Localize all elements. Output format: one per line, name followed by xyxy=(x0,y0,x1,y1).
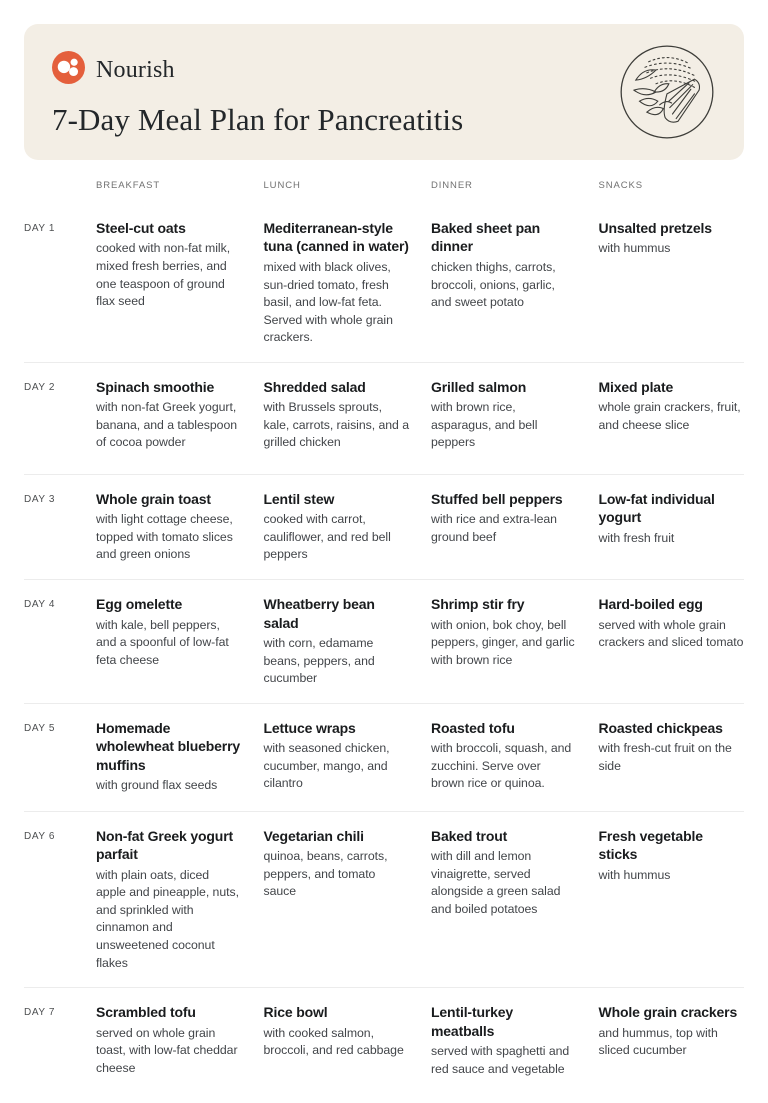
meal-cell-breakfast xyxy=(96,1003,242,1077)
day-label: DAY 3 xyxy=(24,493,55,505)
meal-description: cooked with non-fat milk, mixed fresh berries, and one teaspoon of ground flax seed xyxy=(96,241,231,309)
meal-title: Grilled salmon xyxy=(431,378,527,395)
header-banner xyxy=(24,24,744,160)
day-label: DAY 1 xyxy=(24,223,55,234)
meal-description: cooked with carrot, cauliflower, and red bell peppers xyxy=(263,512,391,562)
meal-description: with seasoned chicken, cucumber, mango, and cilantro xyxy=(263,741,390,791)
day-label: DAY 2 xyxy=(24,381,55,393)
meal-plan-row-day-1 xyxy=(24,204,744,362)
column-header-breakfast: BREAKFAST xyxy=(96,180,161,191)
meal-title: Unsalted pretzels xyxy=(598,220,712,236)
meal-title: Rice bowl xyxy=(263,1004,328,1021)
meal-title: Mediterranean-style tuna (canned in water) xyxy=(263,220,409,255)
meal-cell-dinner xyxy=(431,219,577,312)
meal-cell-dinner xyxy=(431,719,577,793)
meal-description: quinoa, beans, carrots, peppers, and tomato sauce xyxy=(263,849,388,899)
meal-description: with dill and lemon vinaigrette, served alongside a green salad and boiled potatoes xyxy=(431,849,561,916)
meal-plan-row-day-4 xyxy=(24,579,744,703)
meal-description: with light cottage cheese, topped with tomato slices and green onions xyxy=(96,512,233,562)
meal-description: and hummus, top with sliced cucumber xyxy=(598,1025,718,1058)
meal-cell-snacks xyxy=(599,378,745,435)
meal-plan-row-day-3 xyxy=(24,474,744,579)
meal-title: Steel-cut oats xyxy=(96,220,186,236)
meal-description: chicken thighs, carrots, broccoli, onions, garlic, and sweet potato xyxy=(431,259,556,310)
meal-cell-dinner xyxy=(431,490,577,547)
column-header-snacks: SNACKS xyxy=(598,180,643,191)
meal-description: with fresh fruit xyxy=(598,530,675,545)
meal-title: Lettuce wraps xyxy=(263,719,356,736)
meal-cell-lunch xyxy=(264,595,410,688)
column-header-dinner: DINNER xyxy=(431,180,473,191)
meal-cell-lunch xyxy=(264,219,410,347)
nourish-logo-icon xyxy=(52,51,85,89)
meal-title: Spinach smoothie xyxy=(96,378,215,395)
meal-description: with cooked salmon, broccoli, and red cabbage xyxy=(263,1025,404,1058)
meal-description: with kale, bell peppers, and a spoonful of low-fat feta cheese xyxy=(96,617,229,667)
day-label: DAY 7 xyxy=(24,1007,55,1019)
meal-plan-row-day-2 xyxy=(24,362,744,474)
meal-plan-row-day-6 xyxy=(24,811,744,987)
day-label: DAY 6 xyxy=(24,830,55,842)
meal-cell-breakfast xyxy=(96,595,242,669)
meal-cell-snacks xyxy=(599,219,745,258)
meal-plan-row-day-5 xyxy=(24,703,744,811)
meal-description: with ground flax seeds xyxy=(96,778,218,793)
meal-description: mixed with black olives, sun-dried tomato, fresh basil, and low-fat feta. Served with whole grain crackers. xyxy=(263,259,393,345)
meal-description: with corn, edamame beans, peppers, and cucumber xyxy=(263,635,375,686)
meal-cell-snacks xyxy=(599,490,745,548)
meal-cell-breakfast xyxy=(96,378,242,452)
meal-title: Non-fat Greek yogurt parfait xyxy=(96,827,234,863)
meal-cell-snacks xyxy=(599,1003,745,1060)
meal-title: Fresh vegetable sticks xyxy=(598,827,703,863)
meal-title: Whole grain crackers xyxy=(598,1004,738,1021)
meal-cell-dinner xyxy=(431,1003,577,1078)
page-title: 7-Day Meal Plan for Pancreatitis xyxy=(52,102,464,137)
meal-description: with hummus xyxy=(598,867,671,882)
column-header-lunch: LUNCH xyxy=(263,180,301,191)
meal-cell-dinner xyxy=(431,378,577,452)
meal-title: Whole grain toast xyxy=(96,490,211,507)
brand-name: Nourish xyxy=(96,56,175,83)
meal-title: Shredded salad xyxy=(263,378,366,395)
meal-cell-lunch xyxy=(264,490,410,564)
meal-description: with brown rice, asparagus, and bell peppers xyxy=(431,400,538,450)
meal-plan-table xyxy=(24,160,744,1093)
meal-description: with rice and extra-lean ground beef xyxy=(431,512,557,544)
meal-title: Vegetarian chili xyxy=(263,827,364,844)
column-header-row xyxy=(24,180,744,204)
meal-title: Homemade wholewheat blueberry muffins xyxy=(96,719,241,773)
meal-title: Roasted tofu xyxy=(431,719,515,736)
meal-cell-lunch xyxy=(264,378,410,452)
meal-title: Baked sheet pan dinner xyxy=(431,220,541,255)
meal-cell-snacks xyxy=(599,719,745,776)
meal-cell-lunch xyxy=(264,719,410,793)
meal-description: served on whole grain toast, with low-fat cheddar cheese xyxy=(96,1025,238,1075)
meal-cell-snacks xyxy=(599,827,745,885)
meal-cell-lunch xyxy=(264,1003,410,1060)
meal-title: Wheatberry bean salad xyxy=(263,596,375,631)
meal-cell-snacks xyxy=(599,595,745,652)
meal-description: with Brussels sprouts, kale, carrots, raisins, and a grilled chicken xyxy=(263,400,409,450)
meal-description: served with whole grain crackers and sliced tomato xyxy=(598,617,744,650)
day-label: DAY 4 xyxy=(24,599,55,611)
meal-cell-dinner xyxy=(431,595,577,669)
meal-cell-breakfast xyxy=(96,490,242,564)
meal-title: Scrambled tofu xyxy=(96,1004,196,1021)
meal-description: served with spaghetti and red sauce and vegetable xyxy=(431,1044,570,1076)
plate-illustration-icon xyxy=(612,37,722,152)
meal-title: Low-fat individual yogurt xyxy=(598,490,715,526)
meal-cell-breakfast xyxy=(96,219,242,311)
meal-description: whole grain crackers, fruit, and cheese slice xyxy=(598,400,741,432)
meal-cell-breakfast xyxy=(96,719,242,795)
meal-description: with non-fat Greek yogurt, banana, and a tablespoon of cocoa powder xyxy=(96,400,238,450)
meal-description: with plain oats, diced apple and pineapple, nuts, and sprinkled with cinnamon and unsweetened coconut flakes xyxy=(96,867,239,970)
meal-title: Mixed plate xyxy=(598,378,674,395)
meal-description: with broccoli, squash, and zucchini. Serve over brown rice or quinoa. xyxy=(431,741,572,791)
meal-plan-row-day-7 xyxy=(24,987,744,1093)
meal-description: with hummus xyxy=(598,241,671,256)
meal-cell-lunch xyxy=(264,827,410,901)
meal-cell-dinner xyxy=(431,827,577,919)
meal-title: Lentil stew xyxy=(263,490,335,507)
meal-title: Roasted chickpeas xyxy=(598,719,723,736)
meal-title: Baked trout xyxy=(431,827,508,844)
meal-title: Lentil-turkey meatballs xyxy=(431,1004,514,1039)
meal-description: with fresh-cut fruit on the side xyxy=(598,741,732,773)
meal-title: Egg omelette xyxy=(96,596,183,613)
meal-description: with onion, bok choy, bell peppers, ginger, and garlic with brown rice xyxy=(431,617,575,667)
meal-title: Shrimp stir fry xyxy=(431,596,525,613)
meal-cell-breakfast xyxy=(96,827,242,972)
meal-title: Hard-boiled egg xyxy=(598,596,703,613)
day-label: DAY 5 xyxy=(24,722,55,734)
meal-title: Stuffed bell peppers xyxy=(431,490,563,507)
